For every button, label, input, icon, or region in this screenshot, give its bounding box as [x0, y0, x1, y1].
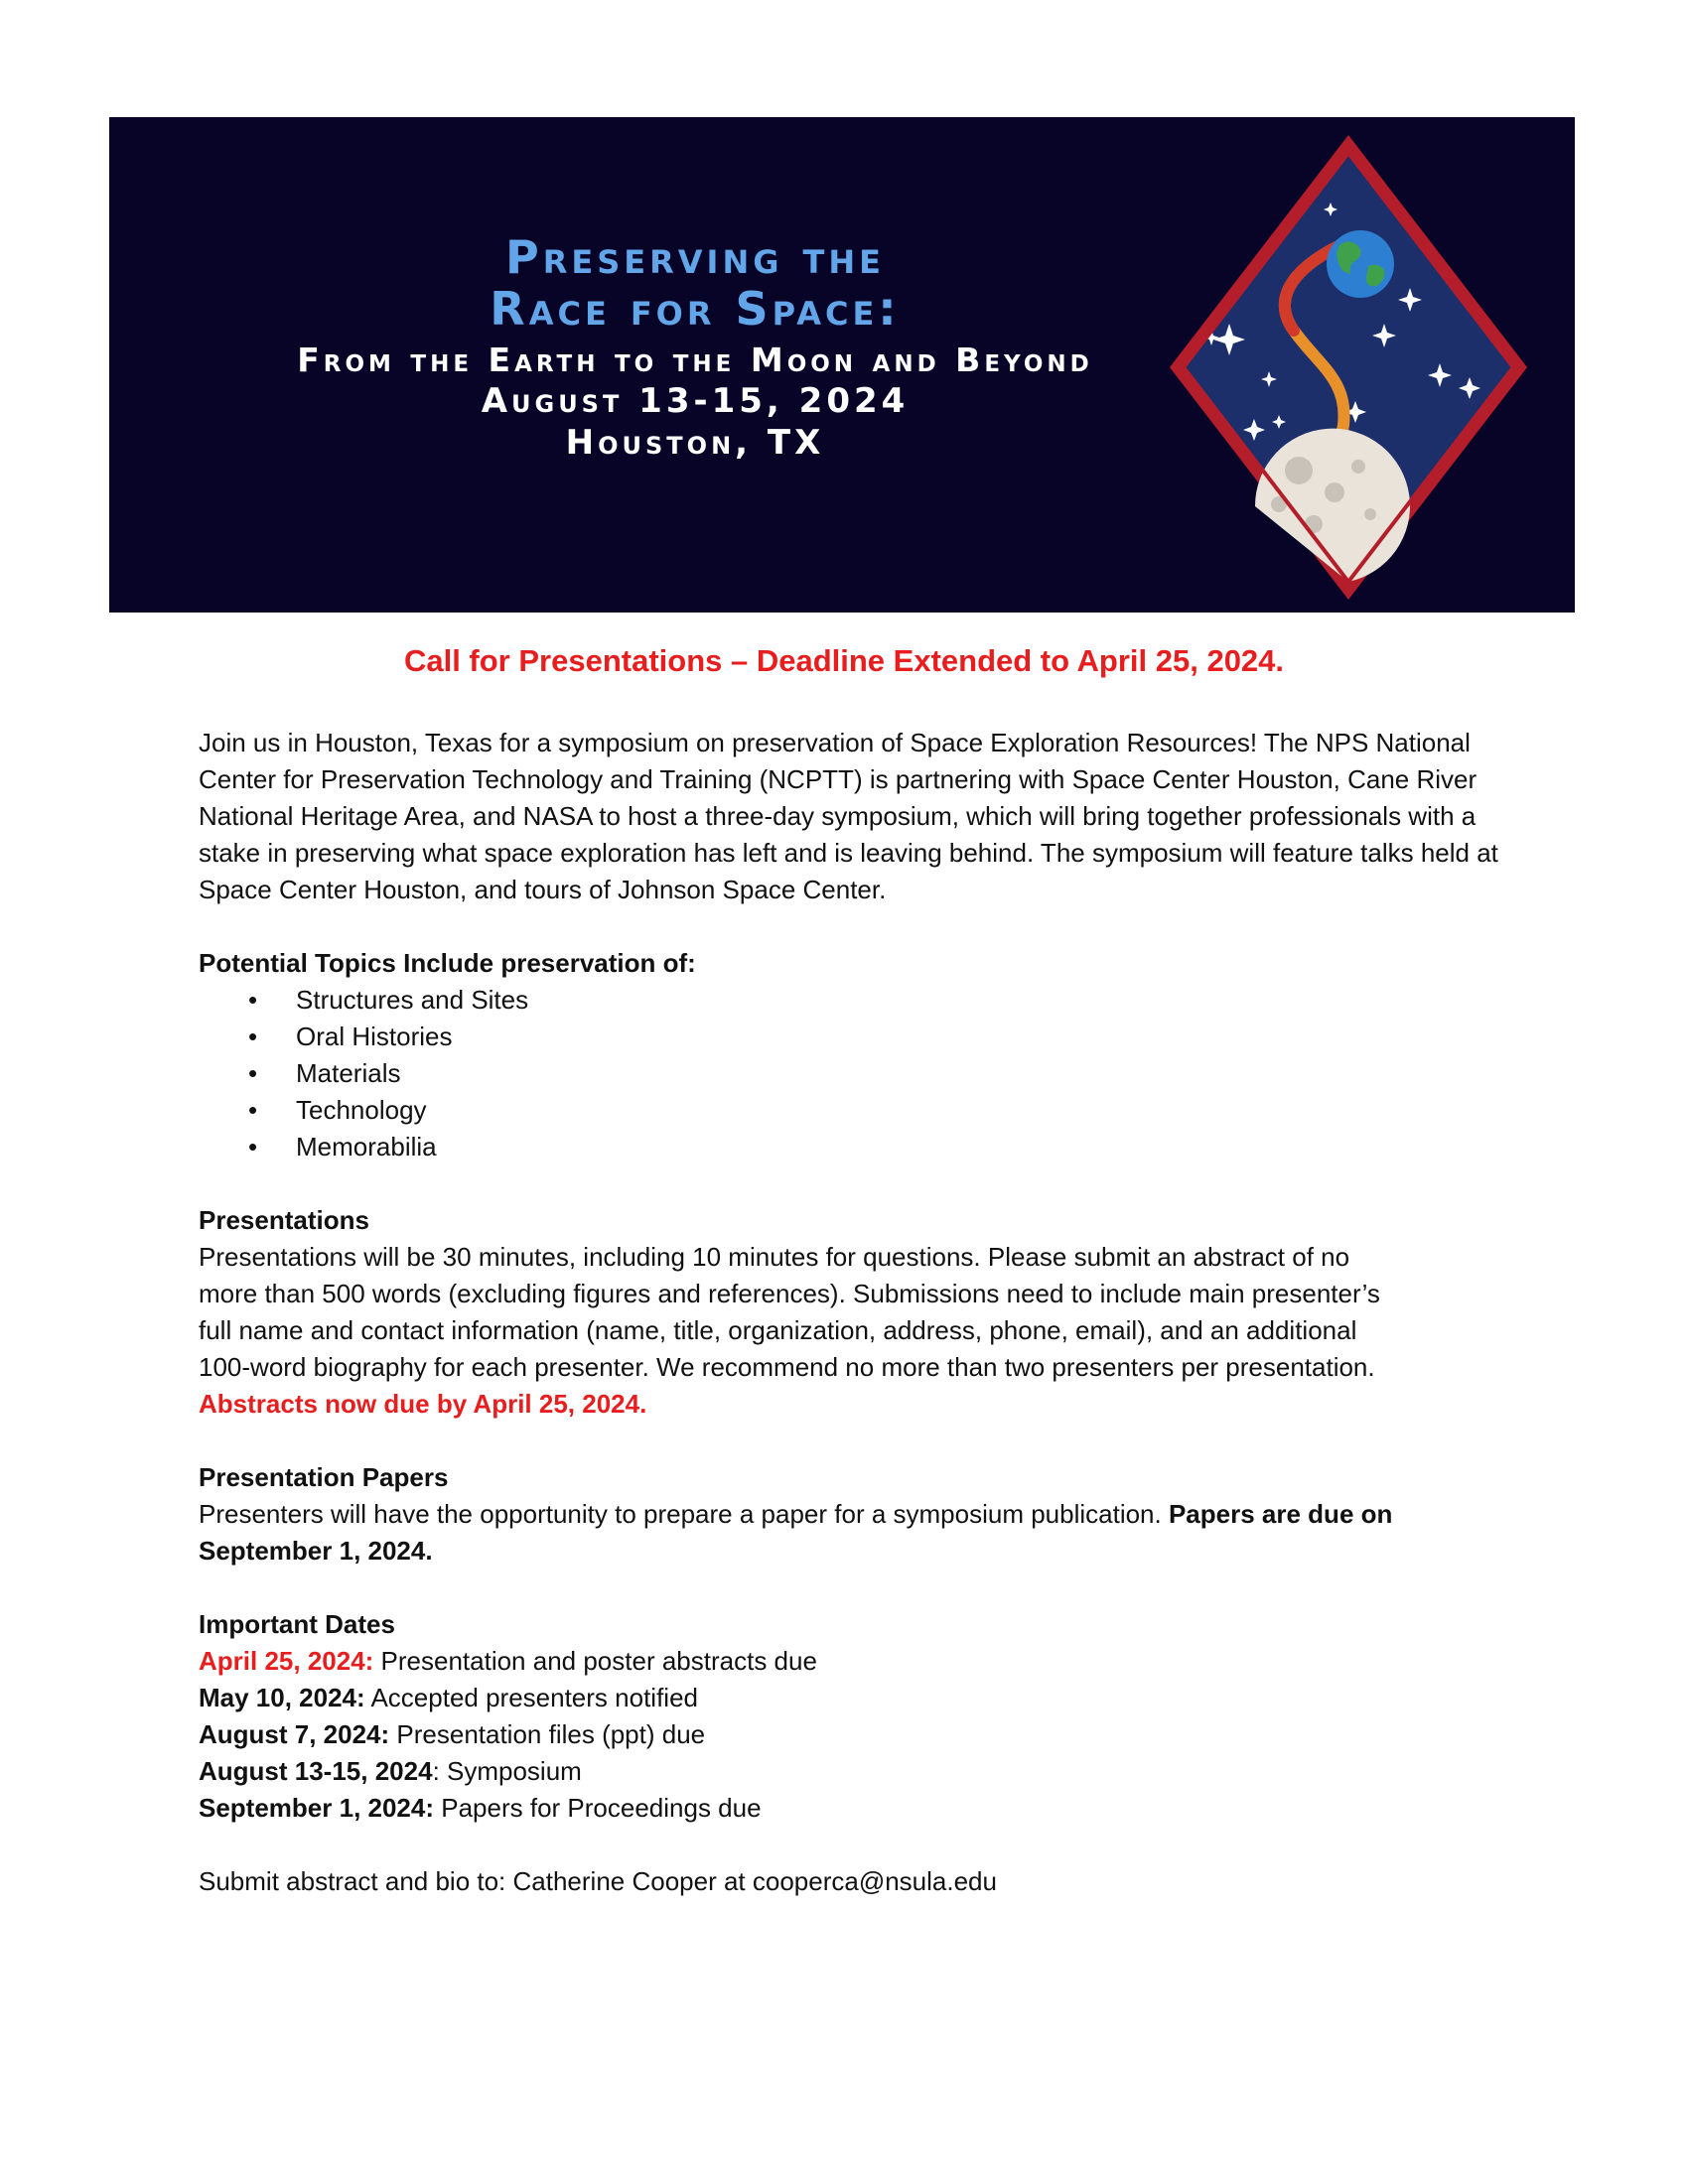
presentations-body: Presentations will be 30 minutes, including 10 minutes for questions. Please submit an abstract of no more than 500 words (excluding figures and references). Submissions need to include main presenter’s full name and contact information (name, title, organization, address, phone, email), and an additional 100-word biography for each presenter. We recommend no more than two presenters per presentation. — [199, 1242, 1380, 1382]
topics-heading: Potential Topics Include preservation of: — [199, 948, 696, 978]
important-dates-heading: Important Dates — [199, 1609, 395, 1639]
date-description: Accepted presenters notified — [364, 1683, 698, 1712]
submit-instructions: Submit abstract and bio to: Catherine Cooper at cooperca@nsula.edu — [199, 1866, 997, 1896]
list-item — [199, 1643, 1519, 1680]
papers-heading: Presentation Papers — [199, 1462, 449, 1492]
topic-label: Structures and Sites — [296, 985, 529, 1015]
date-description: : Symposium — [432, 1756, 582, 1786]
topic-label: Memorabilia — [296, 1132, 437, 1161]
date-description: Presentation and poster abstracts due — [373, 1646, 817, 1676]
list-item — [199, 1790, 1519, 1827]
abstracts-deadline: Abstracts now due by April 25, 2024. — [199, 1389, 647, 1419]
date-description: Presentation files (ppt) due — [389, 1719, 706, 1749]
bullet-icon: • — [248, 1132, 258, 1161]
list-item — [199, 1129, 1519, 1165]
list-item — [199, 1680, 1519, 1716]
header-banner — [109, 117, 1575, 613]
banner-location: Houston, TX — [565, 423, 825, 463]
papers-paragraph — [199, 1496, 1519, 1570]
banner-title-block — [199, 230, 1192, 463]
call-for-presentations-headline: Call for Presentations – Deadline Extended to April 25, 2024. — [403, 643, 1285, 678]
list-item — [199, 1716, 1519, 1753]
banner-dates: August 13-15, 2024 — [481, 381, 910, 421]
banner-title-line1: Preserving the — [505, 230, 885, 284]
topics-list — [199, 982, 1519, 1165]
bullet-icon: • — [248, 1022, 258, 1051]
list-item — [199, 1753, 1519, 1790]
symposium-logo-icon — [1150, 117, 1547, 613]
topic-label: Oral Histories — [296, 1022, 453, 1051]
papers-body: Presenters will have the opportunity to prepare a paper for a symposium publication. — [199, 1499, 1169, 1529]
bullet-icon: • — [248, 1058, 258, 1088]
banner-subtitle: From the Earth to the Moon and Beyond — [297, 341, 1093, 379]
bullet-icon: • — [248, 1095, 258, 1125]
date-label: August 13-15, 2024 — [199, 1756, 433, 1786]
date-label: May 10, 2024: — [199, 1683, 365, 1712]
important-dates-list — [199, 1643, 1519, 1827]
list-item — [199, 1092, 1519, 1129]
papers-deadline: Papers are due on September 1, 2024. — [199, 1499, 1393, 1566]
intro-paragraph: Join us in Houston, Texas for a symposium on preservation of Space Exploration Resources! The NPS National Center for Preservation Technology and Training (NCPTT) is partnering with Space Center Houston, Cane River National Heritage Area, and NASA to host a three-day symposium, which will bring together professionals with a stake in preserving what space exploration has left and is leaving behind. The symposium will feature talks held at Space Center Houston, and tours of Johnson Space Center. — [199, 728, 1498, 904]
bullet-icon: • — [248, 985, 258, 1015]
date-label: September 1, 2024: — [199, 1793, 435, 1823]
banner-title-line2: Race for Space: — [490, 282, 901, 336]
topic-label: Technology — [296, 1095, 427, 1125]
presentations-heading: Presentations — [199, 1205, 369, 1235]
list-item — [199, 1055, 1519, 1092]
presentations-paragraph — [199, 1239, 1400, 1423]
date-description: Papers for Proceedings due — [434, 1793, 762, 1823]
date-label: April 25, 2024: — [199, 1646, 374, 1676]
list-item — [199, 1019, 1519, 1055]
date-label: August 7, 2024: — [199, 1719, 390, 1749]
list-item — [199, 982, 1519, 1019]
topic-label: Materials — [296, 1058, 401, 1088]
document-body — [199, 725, 1519, 1900]
